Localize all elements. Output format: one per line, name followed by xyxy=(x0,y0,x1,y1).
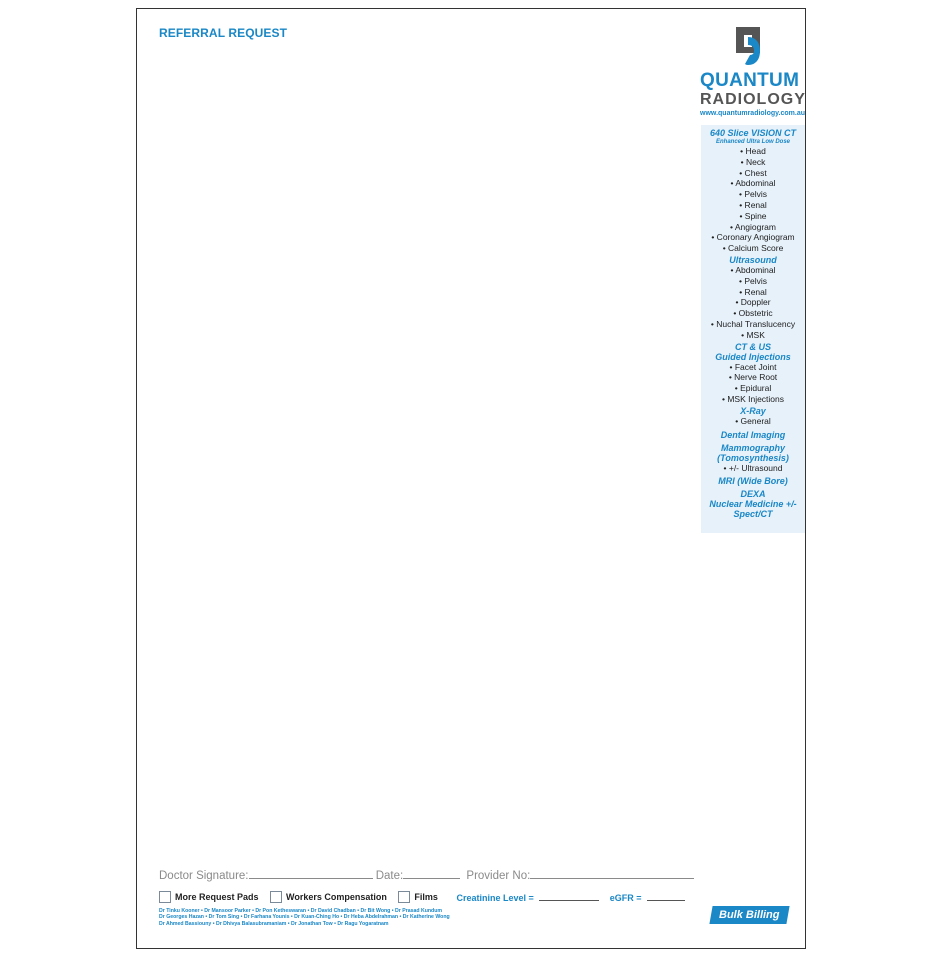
service-item: • Head xyxy=(740,146,766,156)
doctors-line: Dr Ahmed Bassiouny • Dr Dhivya Balasubramaniam • Dr Jonathan Tow • Dr Ragu Yogaratnam xyxy=(159,920,389,927)
service-item: • Coronary Angiogram xyxy=(711,232,795,243)
films-checkbox[interactable] xyxy=(398,891,410,903)
service-item: • Angiogram xyxy=(730,221,776,232)
service-group-ultrasound xyxy=(701,255,805,341)
films-label: Films xyxy=(414,892,438,902)
service-item: • Chest xyxy=(739,167,767,178)
egfr-field[interactable] xyxy=(647,892,685,901)
service-group-dexa xyxy=(701,489,805,519)
doctors-line: Dr Georges Hazan • Dr Tom Sing • Dr Farhana Younis • Dr Kuan-Ching Ho • Dr Heba Abdelrahman • Dr Katherine Wong xyxy=(159,914,450,921)
provider-label: Provider No: xyxy=(466,870,531,882)
options-row xyxy=(159,891,685,903)
service-item: • Obstetric xyxy=(733,308,773,319)
service-item: • General xyxy=(735,415,771,426)
service-heading: 640 Slice VISION CT xyxy=(709,128,797,138)
doctors-line: Dr Tinku Kooner • Dr Mansoor Parker • Dr Pon Ketheswaran • Dr David Chadban • Dr Bit Wong • Dr Prasad Kundum xyxy=(159,908,443,914)
egfr-label: eGFR = xyxy=(609,892,642,903)
signature-field[interactable] xyxy=(249,867,373,879)
service-heading: X-Ray xyxy=(740,405,766,416)
service-item: • Facet Joint xyxy=(729,361,777,372)
service-heading: Spect/CT xyxy=(733,509,773,520)
page-title: REFERRAL REQUEST xyxy=(159,26,288,40)
service-heading: Ultrasound xyxy=(729,254,777,265)
service-heading: Nuclear Medicine +/- xyxy=(709,499,797,510)
service-item: • Nuchal Translucency xyxy=(710,318,796,329)
service-item: • Renal xyxy=(739,286,767,297)
workers-compensation-option[interactable] xyxy=(270,891,387,903)
service-group-mammography xyxy=(701,443,805,474)
creatinine-label: Creatinine Level = xyxy=(456,892,534,903)
service-item: • Pelvis xyxy=(738,189,767,200)
service-item: • Spine xyxy=(739,210,767,221)
service-item: • Calcium Score xyxy=(722,243,784,254)
more-request-pads-label: More Request Pads xyxy=(175,892,259,902)
service-heading: Mammography xyxy=(720,442,785,453)
service-heading: Dental Imaging xyxy=(720,429,786,440)
service-item: • Renal xyxy=(739,199,767,210)
service-item: • +/- Ultrasound xyxy=(723,462,783,473)
logo-name-line1: QUANTUM xyxy=(700,70,800,91)
service-group-guided-injections xyxy=(701,342,805,405)
signature-label: Doctor Signature: xyxy=(159,870,249,882)
service-heading: MRI (Wide Bore) xyxy=(718,476,788,487)
service-item: • Abdominal xyxy=(730,264,776,275)
logo-website: www.quantumradiology.com.au xyxy=(700,110,806,117)
doctors-list xyxy=(159,908,479,927)
service-heading: CT & US xyxy=(735,341,771,352)
logo-name-line2: RADIOLOGY xyxy=(700,91,806,108)
signature-row xyxy=(159,867,694,882)
service-item: • Neck xyxy=(740,156,766,167)
bulk-billing-label: Bulk Billing xyxy=(719,909,780,921)
company-logo xyxy=(700,25,806,118)
service-item: • Doppler xyxy=(735,297,771,308)
bulk-billing-badge xyxy=(709,906,789,924)
egfr-row xyxy=(610,892,685,903)
service-group-mri xyxy=(701,476,805,486)
date-field[interactable] xyxy=(403,867,460,879)
creatinine-row xyxy=(456,892,599,903)
workers-compensation-checkbox[interactable] xyxy=(270,891,282,903)
service-item: • MSK xyxy=(741,329,765,340)
service-item: • Epidural xyxy=(734,383,772,394)
service-heading: Guided Injections xyxy=(715,351,791,362)
service-group-ct xyxy=(701,128,805,254)
workers-compensation-label: Workers Compensation xyxy=(286,892,387,902)
date-label: Date: xyxy=(375,870,404,882)
service-item: • Abdominal xyxy=(730,178,776,189)
service-item: • Nerve Root xyxy=(728,372,778,383)
service-heading: DEXA xyxy=(740,489,766,500)
films-option[interactable] xyxy=(398,891,438,903)
referral-form-page xyxy=(136,8,806,949)
provider-number-field[interactable] xyxy=(530,867,694,879)
quantum-logo-mark-icon xyxy=(728,25,768,67)
service-item: • MSK Injections xyxy=(721,393,785,404)
service-group-xray xyxy=(701,406,805,427)
service-heading: (Tomosynthesis) xyxy=(717,452,789,463)
more-request-pads-option[interactable] xyxy=(159,891,259,903)
more-request-pads-checkbox[interactable] xyxy=(159,891,171,903)
service-item: • Pelvis xyxy=(738,275,767,286)
creatinine-field[interactable] xyxy=(539,892,599,901)
service-subheading: Enhanced Ultra Low Dose xyxy=(715,139,790,145)
services-panel xyxy=(701,125,805,533)
service-group-dental xyxy=(701,430,805,440)
